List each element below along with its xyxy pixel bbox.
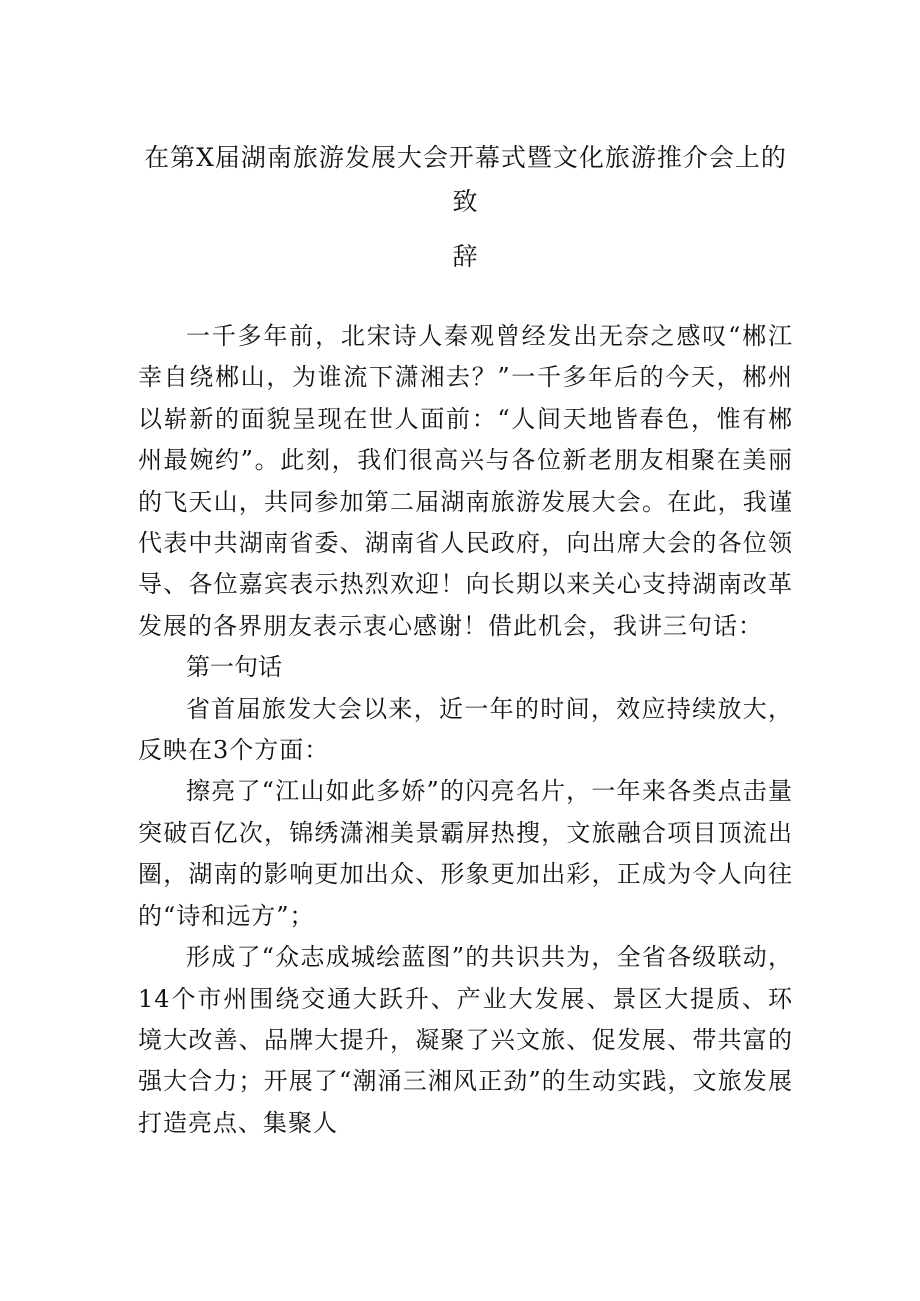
paragraph-effects: 省首届旅发大会以来，近一年的时间，效应持续放大，反映在3个方面： xyxy=(138,694,793,765)
paragraph-consensus: 形成了“众志成城绘蓝图”的共识共为，全省各级联动，14个市州围绕交通大跃升、产业大发展、景区大提质、环境大改善、品牌大提升，凝聚了兴文旅、促发展、带共富的强大合力；开展了“潮涌三湘风正劲”的生动实践，文旅发展打造亮点、集聚人 xyxy=(138,943,793,1137)
paragraph-intro: 一千多年前，北宋诗人秦观曾经发出无奈之感叹“郴江幸自绕郴山，为谁流下潇湘去？”一千多年后的今天，郴州以崭新的面貌呈现在世人面前：“人间天地皆春色，惟有郴州最婉约”。此刻，我们很高兴与各位新老朋友相聚在美丽的飞天山，共同参加第二届湖南旅游发展大会。在此，我谨代表中共湖南省委、湖南省人民政府，向出席大会的各位领导、各位嘉宾表示热烈欢迎！向长期以来关心支持湖南改革发展的各界朋友表示衷心感谢！借此机会，我讲三句话： xyxy=(138,322,793,640)
section-heading-first: 第一句话 xyxy=(186,653,282,682)
paragraph-name-card: 擦亮了“江山如此多娇”的闪亮名片，一年来各类点击量突破百亿次，锦绣潇湘美景霸屏热搜，文旅融合项目顶流出圈，湖南的影响更加出众、形象更加出彩，正成为令人向往的“诗和远方”； xyxy=(138,777,793,930)
document-body xyxy=(138,316,793,1144)
title-line-1: 在第X届湖南旅游发展大会开幕式暨文化旅游推介会上的致 xyxy=(144,143,787,216)
title-line-2: 辞 xyxy=(452,242,479,271)
document-page xyxy=(138,0,793,1144)
document-title xyxy=(138,0,793,279)
